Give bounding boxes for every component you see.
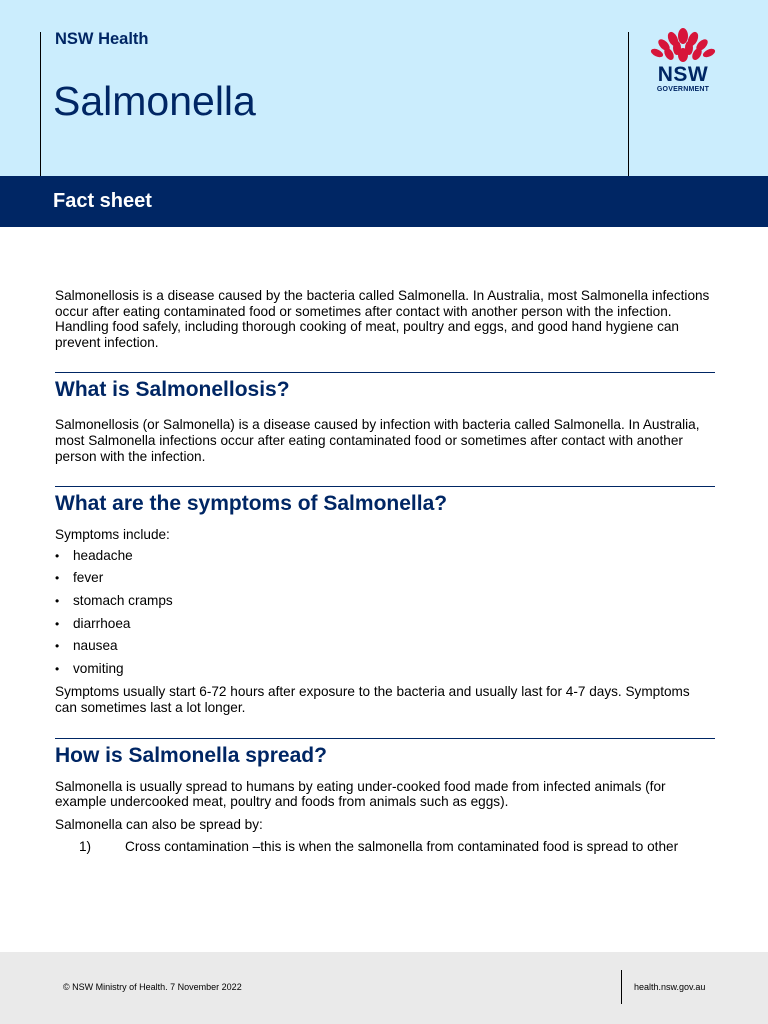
- footer-divider: [621, 970, 622, 1004]
- section-divider: [55, 372, 715, 373]
- section-body: Salmonella is usually spread to humans by eating under-cooked food made from infected animals (for example undercooked meat, poultry and foods from animals such as eggs).: [55, 778, 666, 810]
- list-item: • vomiting: [55, 660, 715, 683]
- footer-copyright: © NSW Ministry of Health. 7 November 2022: [63, 982, 242, 992]
- section-heading: What are the symptoms of Salmonella?: [55, 492, 448, 516]
- item-number: 1): [79, 839, 92, 855]
- main-content: [55, 288, 715, 855]
- section-body: Salmonellosis (or Salmonella) is a disease caused by infection with bacteria called Salmonella. In Australia, most Salmonella infections occur after eating contaminated food or sometimes after contact with another person with the infection.: [55, 417, 700, 464]
- symptoms-list: [55, 547, 715, 683]
- list-item: • nausea: [55, 637, 715, 660]
- logo-wordmark: NSW: [657, 63, 709, 86]
- list-item: • fever: [55, 569, 715, 592]
- list-item: • stomach cramps: [55, 592, 715, 615]
- symptoms-lead: Symptoms include:: [55, 527, 170, 543]
- footer-website[interactable]: health.nsw.gov.au: [634, 982, 706, 992]
- header-divider-right: [628, 32, 629, 176]
- section-heading: What is Salmonellosis?: [55, 378, 290, 402]
- list-item: • diarrhoea: [55, 615, 715, 638]
- list-item: • headache: [55, 547, 715, 570]
- header-divider-left: [40, 32, 41, 176]
- numbered-item: [55, 839, 715, 855]
- intro-paragraph: Salmonellosis is a disease caused by the bacteria called Salmonella. In Australia, most Salmonella infections occur after eating contaminated food or sometimes after contact with another person with the infection. Handling food safely, including thorough cooking of meat, poultry and eggs, and good hand hygiene can prevent infection.: [55, 288, 710, 350]
- page-title: Salmonella: [53, 78, 256, 124]
- item-text: Cross contamination –this is when the salmonella from contaminated food is spread to other: [125, 839, 679, 855]
- section-heading: How is Salmonella spread?: [55, 743, 327, 767]
- fact-sheet-label: Fact sheet: [53, 190, 152, 212]
- nsw-government-logo: [648, 28, 718, 96]
- section-divider: [55, 486, 715, 487]
- spread-lead: Salmonella can also be spread by:: [55, 816, 263, 832]
- section-divider: [55, 738, 715, 739]
- brand-name: NSW Health: [55, 30, 149, 48]
- waratah-icon: [648, 28, 718, 64]
- symptoms-duration: Symptoms usually start 6-72 hours after exposure to the bacteria and usually last for 4-7 days. Symptoms can sometimes last a lot longer.: [55, 684, 690, 715]
- logo-government-label: GOVERNMENT: [656, 86, 710, 93]
